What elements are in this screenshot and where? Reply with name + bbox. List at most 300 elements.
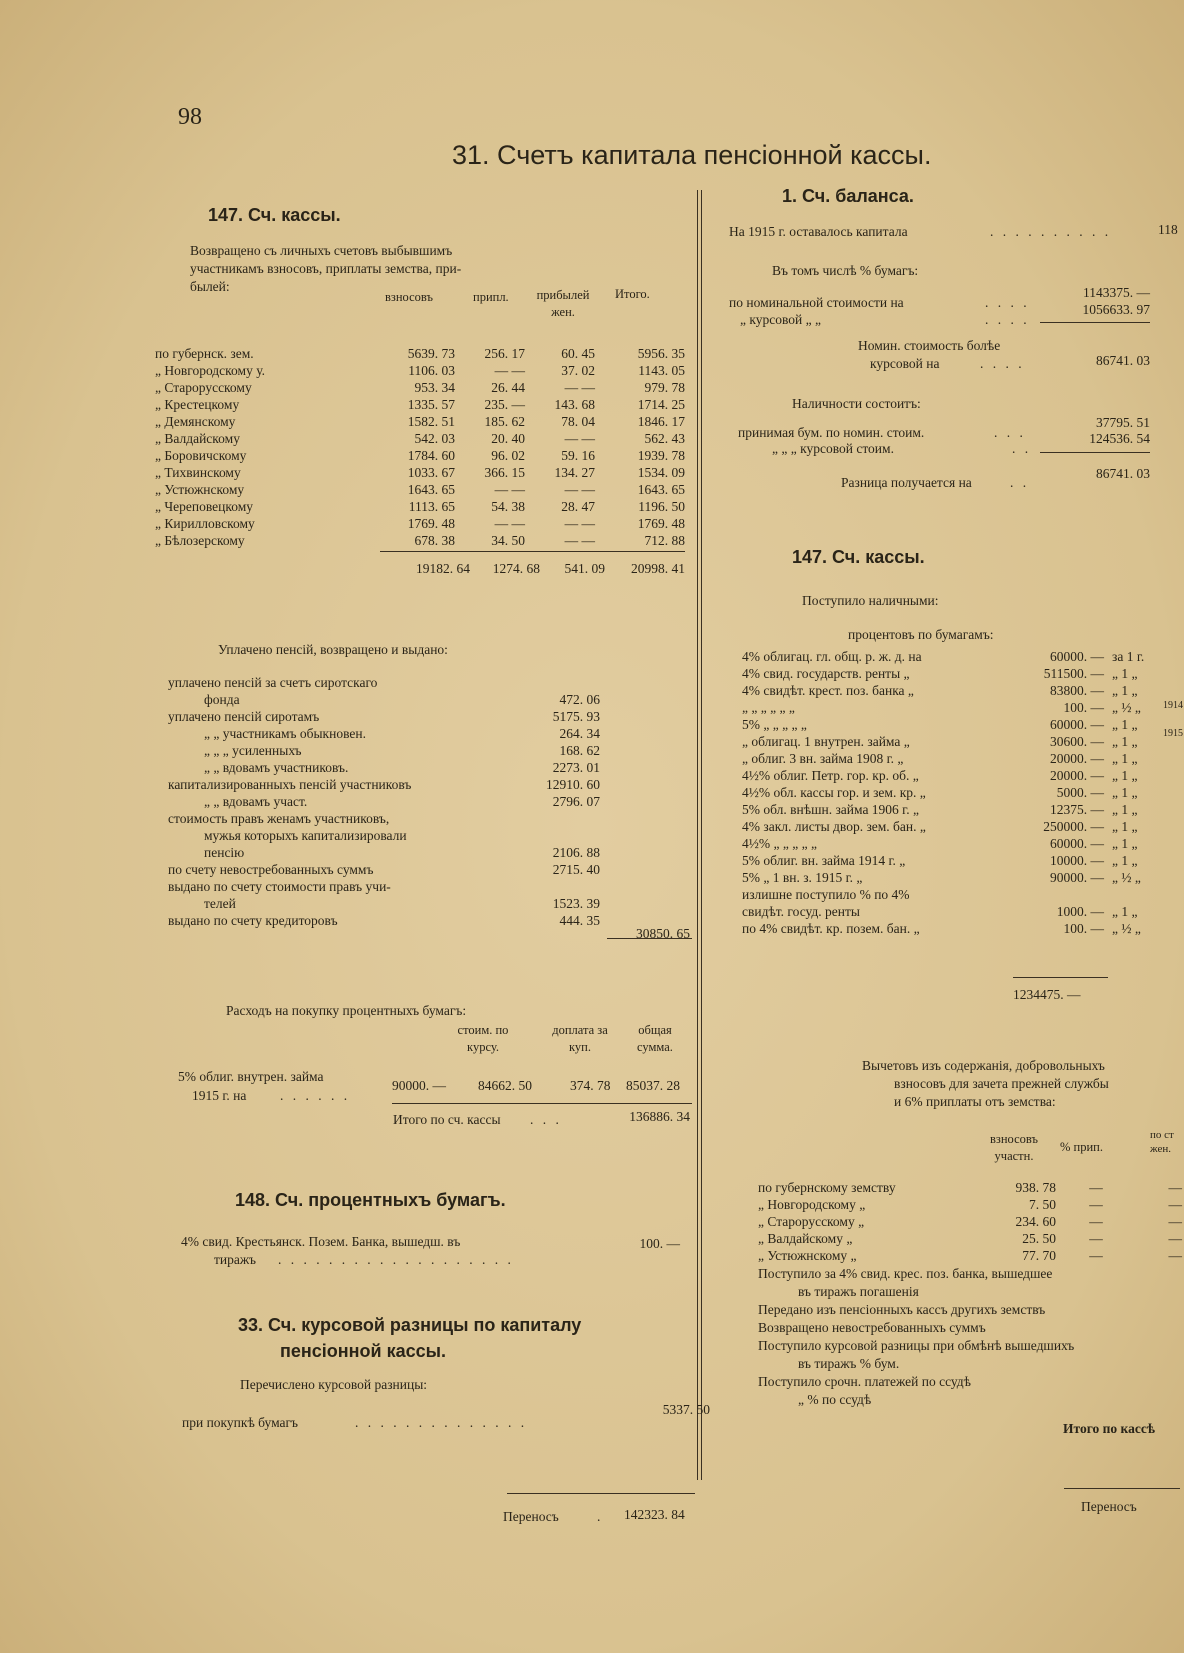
kassa-right-sub: Поступило наличными: [802,593,939,608]
row-label: уплачено пенсій сиротамъ [168,708,320,724]
purchase-leader: . . . . . . [280,1088,351,1103]
row-zhen: — [1168,1179,1182,1195]
row-pct: — [1089,1213,1103,1229]
table-row [155,430,685,447]
purchase-col-kurs: стоим. по курсу. [457,1023,509,1054]
deductions-heading-1: Вычетовъ изъ содержанія, добровольныхъ [862,1058,1105,1073]
row-label: 4% закл. листы двор. зем. бан. „ [742,818,926,834]
row-value: 444. 35 [559,912,600,928]
row-value: — — [494,362,525,378]
row-value: 1335. 57 [407,396,455,412]
balance-diff2-value: 86741. 03 [1096,466,1150,481]
section-148-heading: 148. Сч. процентныхъ бумагъ. [235,1190,506,1210]
balance-diff1-l2: курсовой на [870,356,940,371]
table-row [742,920,1182,937]
row-value: 250000. — [1043,818,1104,834]
table-row [742,869,1182,886]
purchase-total-leader: . . . [530,1112,562,1127]
carry-label-left: Переносъ [503,1509,559,1524]
row-label: „ Череповецкому [155,498,254,514]
row-term: „ ½ „ [1112,699,1141,715]
row-value: 1106. 03 [408,362,455,378]
row-term: „ 1 „ [1112,852,1138,868]
row-value: — — [564,515,595,531]
row-label: „ „ „ усиленныхъ [204,742,302,758]
page-title: 31. Счетъ капитала пенсіонной кассы. [452,140,932,170]
row-label: „ „ участникамъ обыкновен. [204,725,366,741]
deductions-heading-2: взносовъ для зачета прежней службы [894,1076,1109,1091]
row-value: 1769. 48 [407,515,455,531]
carry-dot: . [597,1509,601,1524]
row-label: стоимость правъ женамъ участниковъ, [168,810,390,826]
row-label: 4½% обл. кассы гор. и зем. кр. „ [742,784,926,800]
row-value: 12375. — [1050,801,1104,817]
row-label: „ Кирилловскому [155,515,255,531]
row-value: 12910. 60 [546,776,600,792]
balance-rule-2 [1040,452,1150,453]
row-term: „ ½ „ [1112,869,1141,885]
row-value: 2106. 88 [552,844,600,860]
row-term: „ 1 „ [1112,665,1138,681]
row-label: „ Старорусскому „ [758,1213,865,1229]
s33-leader: . . . . . . . . . . . . . . [355,1415,528,1430]
row-label: 4½% облиг. Петр. гор. кр. об. „ [742,767,919,783]
col-header-vznosov: взносовъ [385,290,433,304]
section-kassa-right-heading: 147. Сч. кассы. [792,547,925,567]
row-label: „ облигац. 1 внутрен. займа „ [742,733,910,749]
table-row [168,725,600,742]
balance-diff1-leader: . . . . [980,356,1025,371]
row-label: „ Старорусскому [155,379,252,395]
balance-r2-label: „ „ „ курсовой стоим. [772,441,894,456]
row-value: 1846. 17 [637,413,685,429]
row-pct: — [1089,1179,1103,1195]
row-label: „ Крестецкому [155,396,240,412]
row-pct: — [1089,1230,1103,1246]
row-label: 5% обл. внѣшн. займа 1906 г. „ [742,801,919,817]
purchase-v1: 90000. — [392,1078,446,1093]
row-value: 366. 15 [484,464,525,480]
row-label: по губернскому земству [758,1179,896,1195]
balance-nom-value: 1143375. — [1083,285,1150,300]
row-value: 678. 38 [414,532,455,548]
row-value: 59. 16 [561,447,595,463]
table-row [742,750,1182,767]
balance-line1: На 1915 г. оставалось капитала [729,224,908,239]
purchase-col-doplata: доплата за куп. [552,1023,608,1054]
row-label: „ Боровичскому [155,447,247,463]
row-value: 712. 88 [644,532,685,548]
row-value: 511500. — [1043,665,1104,681]
row-value: 1769. 48 [637,515,685,531]
table-row [742,699,1182,716]
purchase-heading: Расходъ на покупку процентныхъ бумагъ: [226,1003,467,1018]
row-value: 1643. 65 [637,481,685,497]
table-row [168,742,600,759]
purchase-v3: 374. 78 [570,1078,611,1093]
row-label: „ облиг. 3 вн. займа 1908 г. „ [742,750,904,766]
row-term: „ 1 „ [1112,767,1138,783]
kassa-return-table [155,345,685,549]
purchase-label-1: 5% облиг. внутрен. займа [178,1069,324,1084]
paid-total: 30850. 65 [636,926,690,941]
row-value: 542. 03 [414,430,455,446]
row-term: „ 1 „ [1112,835,1138,851]
row-label: по губернск. зем. [155,345,254,361]
section-balance-heading: 1. Сч. баланса. [782,186,914,206]
deductions-col-prip: % прип. [1060,1140,1103,1154]
deductions-table [758,1179,1182,1264]
row-label: 5% „ „ „ „ „ [742,716,807,732]
carry-label-right: Переносъ [1081,1499,1137,1514]
balance-r1-label: принимая бум. по номин. стоим. [738,425,925,440]
row-value: — — [494,515,525,531]
balance-sub2: Наличности состоитъ: [792,396,921,411]
paid-heading: Уплачено пенсій, возвращено и выдано: [218,642,448,657]
income-rule [1013,977,1108,978]
row-label: капитализированныхъ пенсій участниковъ [168,776,412,792]
table-row [742,784,1182,801]
row-value: 472. 06 [559,691,600,707]
row-value: — — [564,481,595,497]
page-number: 98 [178,104,202,130]
row-value: 256. 17 [484,345,525,361]
row-value: 143. 68 [554,396,595,412]
row-label: 4% свидѣт. крест. поз. банка „ [742,682,914,698]
row-label: телей [204,895,236,911]
balance-r1-value: 37795. 51 [1096,415,1150,430]
row-term: „ 1 „ [1112,750,1138,766]
row-label: „ Валдайскому „ [758,1230,853,1246]
row-term: „ 1 „ [1112,716,1138,732]
row-value: 1643. 65 [407,481,455,497]
row-value: 938. 78 [1015,1179,1056,1195]
row-label: „ Бѣлозерскому [155,532,245,548]
row-value: 77. 70 [1022,1247,1056,1263]
row-value: 5639. 73 [407,345,455,361]
row-value: 26. 44 [491,379,525,395]
row-term: „ 1 „ [1112,733,1138,749]
row-value: 96. 02 [491,447,525,463]
deduction-line: въ тиражъ % бум. [798,1356,900,1371]
purchase-v4: 85037. 28 [626,1078,680,1093]
row-value: 2796. 07 [552,793,600,809]
row-label: „ „ „ „ „ „ [742,699,795,715]
deduction-line: Возвращено невостребованныхъ суммъ [758,1320,986,1335]
row-zhen: — [1168,1196,1182,1212]
table-row [168,912,600,929]
row-value: 60000. — [1050,716,1104,732]
row-label: 4% свид. государств. ренты „ [742,665,910,681]
row-value: 20. 40 [491,430,525,446]
row-value: 60000. — [1050,648,1104,664]
row-value: 28. 47 [561,498,595,514]
table-row [155,362,685,379]
side-mark-1914: 1914 [1163,700,1183,711]
deductions-heading-3: и 6% приплаты отъ земства: [894,1094,1056,1109]
balance-line1-leader: . . . . . . . . . . [990,224,1112,239]
row-value: 1582. 51 [407,413,455,429]
balance-r2-value: 124536. 54 [1089,431,1150,446]
row-value: 100. — [1063,920,1104,936]
row-label: „ „ вдовамъ участ. [204,793,308,809]
carry-rule-right [1064,1488,1180,1489]
row-value: 37. 02 [561,362,595,378]
row-value: — — [564,532,595,548]
row-value: 1113. 65 [408,498,455,514]
row-value: 1196. 50 [638,498,685,514]
row-label: „ Новгородскому у. [155,362,265,378]
row-label: 5% „ 1 вн. з. 1915 г. „ [742,869,863,885]
side-mark-1915: 1915 [1163,728,1183,739]
row-value: 1939. 78 [637,447,685,463]
section-33-heading-1: 33. Сч. курсовой разницы по капиталу [238,1315,582,1335]
purchase-total-label: Итого по сч. кассы [393,1112,501,1127]
row-value: 953. 34 [414,379,455,395]
table-row [742,733,1182,750]
s33-value: 5337. 50 [662,1402,710,1417]
table-row [168,674,600,691]
balance-line1-value: 118 [1158,222,1178,237]
table-row [155,396,685,413]
row-label: „ Валдайскому [155,430,240,446]
row-value: 30600. — [1050,733,1104,749]
row-value: 1534. 09 [637,464,685,480]
balance-diff1-l1: Номин. стоимость болѣе [858,338,1001,353]
row-label: „ Тихвинскому [155,464,241,480]
column-divider [697,190,698,1480]
balance-diff2-label: Разница получается на [841,475,972,490]
row-value: 1000. — [1056,903,1104,919]
row-label: „ Новгородскому „ [758,1196,866,1212]
row-value [508,674,600,691]
row-zhen: — [1168,1230,1182,1246]
purchase-total: 136886. 34 [629,1109,690,1124]
table-row [168,844,600,861]
row-value: 168. 62 [559,742,600,758]
table-row [168,708,600,725]
s148-leader: . . . . . . . . . . . . . . . . . . . [278,1252,514,1267]
deduction-line: Поступило курсовой разницы при обмѣнѣ вышедшихъ [758,1338,1075,1353]
row-term: за 1 г. [1112,648,1145,664]
table-row [155,532,685,549]
row-value [508,810,600,827]
row-value: 20000. — [1050,750,1104,766]
balance-diff2-leader: . . [1010,475,1030,490]
row-term: „ ½ „ [1112,920,1141,936]
row-value: 90000. — [1050,869,1104,885]
table-row [758,1213,1182,1230]
row-value: 234. 60 [1015,1213,1056,1229]
row-term: „ 1 „ [1112,784,1138,800]
deduction-line: „ % по ссудѣ [798,1392,872,1407]
row-label: 5% облиг. вн. займа 1914 г. „ [742,852,906,868]
row-zhen: — [1168,1213,1182,1229]
row-value: — — [564,379,595,395]
s33-sub: Перечислено курсовой разницы: [240,1377,428,1392]
column-divider-2 [701,190,702,1480]
kassa-intro-3: былей: [190,279,230,294]
balance-kurs-value: 1056633. 97 [1082,302,1150,317]
carry-rule-left [507,1493,695,1494]
deduction-line: Поступило за 4% свид. крес. поз. банка, вышедшее [758,1266,1053,1281]
row-label: „ Устюжнскому „ [758,1247,857,1263]
table-row [155,481,685,498]
table-row [758,1247,1182,1264]
deduction-line: Передано изъ пенсіонныхъ кассъ другихъ земствъ [758,1302,1046,1317]
row-label: 4% облигац. гл. общ. р. ж. д. на [742,648,922,664]
row-value: 562. 43 [644,430,685,446]
kassa-total-rule [380,551,685,552]
balance-r2-leader: . . [1012,441,1032,456]
row-value: 60000. — [1050,835,1104,851]
row-label: фонда [204,691,240,707]
table-row [742,665,1182,682]
row-value [508,827,600,844]
row-term: „ 1 „ [1112,682,1138,698]
row-value: 134. 27 [554,464,595,480]
kassa-total-pribyley: 541. 09 [564,561,605,576]
row-label: излишне поступило % по 4% [742,886,910,902]
balance-nom-label: по номинальной стоимости на [729,295,904,310]
table-row [155,498,685,515]
kassa-intro-2: участникамъ взносовъ, приплаты земства, при- [190,261,462,276]
row-value: 1784. 60 [407,447,455,463]
balance-sub1: Въ томъ числѣ % бумагъ: [772,263,919,278]
row-label: по 4% свидѣт. кр. позем. бан. „ [742,920,920,936]
row-value: — — [494,481,525,497]
table-row [758,1179,1182,1196]
table-row [742,886,1182,903]
row-value: 5000. — [1056,784,1104,800]
row-value: 60. 45 [561,345,595,361]
table-row [742,818,1182,835]
table-row [742,801,1182,818]
row-value: 7. 50 [1029,1196,1056,1212]
purchase-col-summa: общая сумма. [637,1023,673,1054]
balance-kurs-label: „ курсовой „ „ [740,312,821,327]
table-row [742,835,1182,852]
row-zhen: — [1168,1247,1182,1263]
kassa-intro-1: Возвращено съ личныхъ счетовъ выбывшимъ [190,243,453,258]
row-term: „ 1 „ [1112,801,1138,817]
table-row [155,464,685,481]
table-row [168,895,600,912]
kassa-right-sub2: процентовъ по бумагамъ: [848,627,994,642]
table-row [742,682,1182,699]
percent-income-table [742,648,1182,937]
row-value: 10000. — [1050,852,1104,868]
table-row [155,447,685,464]
row-label: мужья которыхъ капитализировали [204,827,407,843]
deduction-line: Поступило срочн. платежей по ссудѣ [758,1374,972,1389]
s148-line1: 4% свид. Крестьянск. Позем. Банка, вышедш. въ [181,1234,461,1249]
row-value: 2273. 01 [552,759,600,775]
deduction-line: въ тиражъ погашенія [798,1284,919,1299]
col-header-itogo: Итого. [615,287,650,301]
table-row [758,1230,1182,1247]
kassa-total-itogo: 20998. 41 [631,561,685,576]
row-value: 5956. 35 [637,345,685,361]
table-row [168,861,600,878]
row-value: 1143. 05 [638,362,685,378]
table-row [758,1196,1182,1213]
row-value: 25. 50 [1022,1230,1056,1246]
s148-value: 100. — [639,1236,680,1251]
row-value: — — [564,430,595,446]
col-header-pribyley: прибылей жен. [536,288,590,319]
table-row [168,878,600,895]
row-label: по счету невостребованныхъ суммъ [168,861,374,877]
table-row [168,810,600,827]
table-row [742,648,1182,665]
row-term [1104,886,1182,903]
row-label: „ Демянскому [155,413,236,429]
row-label: выдано по счету стоимости правъ учи- [168,878,391,894]
row-label: 4½% „ „ „ „ „ [742,835,817,851]
table-row [168,827,600,844]
row-value: 185. 62 [484,413,525,429]
carry-value-left: 142323. 84 [624,1507,685,1522]
row-label: „ Устюжнскому [155,481,245,497]
kassa-total-pripl: 1274. 68 [492,561,540,576]
row-term: „ 1 „ [1112,818,1138,834]
purchase-rule [392,1103,692,1104]
balance-nom-leader: . . . . [985,295,1030,310]
row-value: 2715. 40 [552,861,600,877]
table-row [168,776,600,793]
row-value: 20000. — [1050,767,1104,783]
row-value [508,878,600,895]
purchase-label-2: 1915 г. на [192,1088,247,1103]
deductions-total-label: Итого по кассѣ [1063,1421,1155,1436]
balance-kurs-leader: . . . . [985,312,1030,327]
row-value: 235. — [484,396,525,412]
row-pct: — [1089,1247,1103,1263]
row-label: „ „ вдовамъ участниковъ. [204,759,349,775]
row-label: пенсію [204,844,245,860]
row-pct: — [1089,1196,1103,1212]
col-header-pripl: припл. [473,290,509,304]
table-row [742,903,1182,920]
paid-table [168,674,600,929]
row-value: 78. 04 [561,413,595,429]
balance-rule-1 [1040,322,1150,323]
table-row [155,345,685,362]
s33-label: при покупкѣ бумагъ [182,1415,299,1430]
section-kassa-heading: 147. Сч. кассы. [208,205,341,225]
row-term: „ 1 „ [1112,903,1138,919]
row-label: свидѣт. госуд. ренты [742,903,860,919]
row-value: 1523. 39 [552,895,600,911]
table-row [168,793,600,810]
table-row [168,691,600,708]
row-value: 54. 38 [491,498,525,514]
row-value: 264. 34 [559,725,600,741]
kassa-total-vznosov: 19182. 64 [416,561,470,576]
table-row [742,852,1182,869]
deductions-col-vznosov: взносовъ участн. [990,1132,1038,1163]
balance-r1-leader: . . . [994,425,1026,440]
deductions-col-zhen: по ст жен. [1150,1129,1174,1155]
row-label: уплачено пенсій за счетъ сиротскаго [168,674,378,690]
table-row [168,759,600,776]
table-row [742,716,1182,733]
s148-line2: тиражъ [214,1252,256,1267]
row-value: 100. — [1063,699,1104,715]
row-value: 34. 50 [491,532,525,548]
row-value: 83800. — [1050,682,1104,698]
